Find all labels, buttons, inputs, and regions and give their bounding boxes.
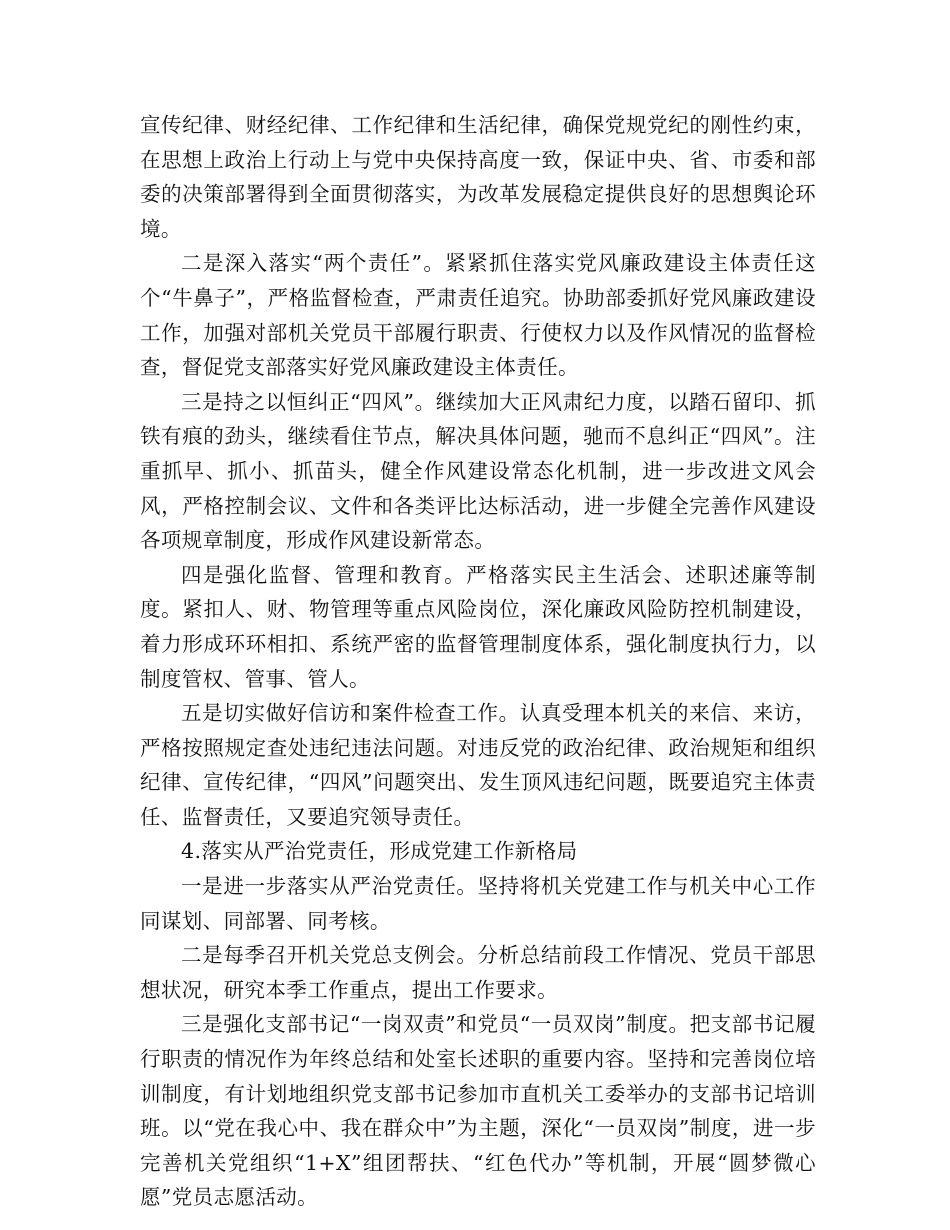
paragraph-continuation: 宣传纪律、财经纪律、工作纪律和生活纪律，确保党规党纪的刚性约束，在思想上政治上行动上与党中央保持高度一致，保证中央、省、市委和部委的决策部署得到全面贯彻落实，为改革发展稳定提供良好的思想舆论环境。 [140,113,816,241]
paragraph-supervision: 四是强化监督、管理和教育。严格落实民主生活会、述职述廉等制度。紧扣人、财、物管理等重点风险岗位，深化廉政风险防控机制建设，着力形成环环相扣、系统严密的监督管理制度体系，强化制度执行力，以制度管权、管事、管人。 [140,562,816,691]
paragraph-quarterly-meeting: 二是每季召开机关党总支例会。分析总结前段工作情况、党员干部思想状况，研究本季工作重点，提出工作要求。 [140,943,816,1002]
paragraph-two-responsibilities: 二是深入落实“两个责任”。紧紧抓住落实党风廉政建设主体责任这个“牛鼻子”，严格监督检查，严肃责任追究。协助部委抓好党风廉政建设工作，加强对部机关党员干部履行职责、行使权力以及作风情况的监督检查，督促党支部落实好党风廉政建设主体责任。 [140,251,816,380]
paragraph-branch-secretary: 三是强化支部书记“一岗双责”和党员“一员双岗”制度。把支部书记履行职责的情况作为年终总结和处室长述职的重要内容。坚持和完善岗位培训制度，有计划地组织党支部书记参加市直机关工委举办的支部书记培训班。以“党在我心中、我在群众中”为主题，深化“一员双岗”制度，进一步完善机关党组织“1+X”组团帮扶、“红色代办”等机制，开展“圆梦微心愿”党员志愿活动。 [140,1012,816,1210]
section-heading: 4.落实从严治党责任，形成党建工作新格局 [181,839,578,864]
paragraph-strict-governance: 一是进一步落实从严治党责任。坚持将机关党建工作与机关中心工作同谋划、同部署、同考核。 [140,874,816,933]
paragraph-four-winds: 三是持之以恒纠正“四风”。继续加大正风肃纪力度，以踏石留印、抓铁有痕的劲头，继续看住节点，解决具体问题，驰而不息纠正“四风”。注重抓早、抓小、抓苗头，健全作风建设常态化机制，进一步改进文风会风，严格控制会议、文件和各类评比达标活动，进一步健全完善作风建设各项规章制度，形成作风建设新常态。 [140,389,816,553]
document-body [140,108,816,1215]
paragraph-petitions: 五是切实做好信访和案件检查工作。认真受理本机关的来信、来访，严格按照规定查处违纪违法问题。对违反党的政治纪律、政治规矩和组织纪律、宣传纪律，“四风”问题突出、发生顶风违纪问题，既要追究主体责任、监督责任，又要追究领导责任。 [140,701,816,829]
